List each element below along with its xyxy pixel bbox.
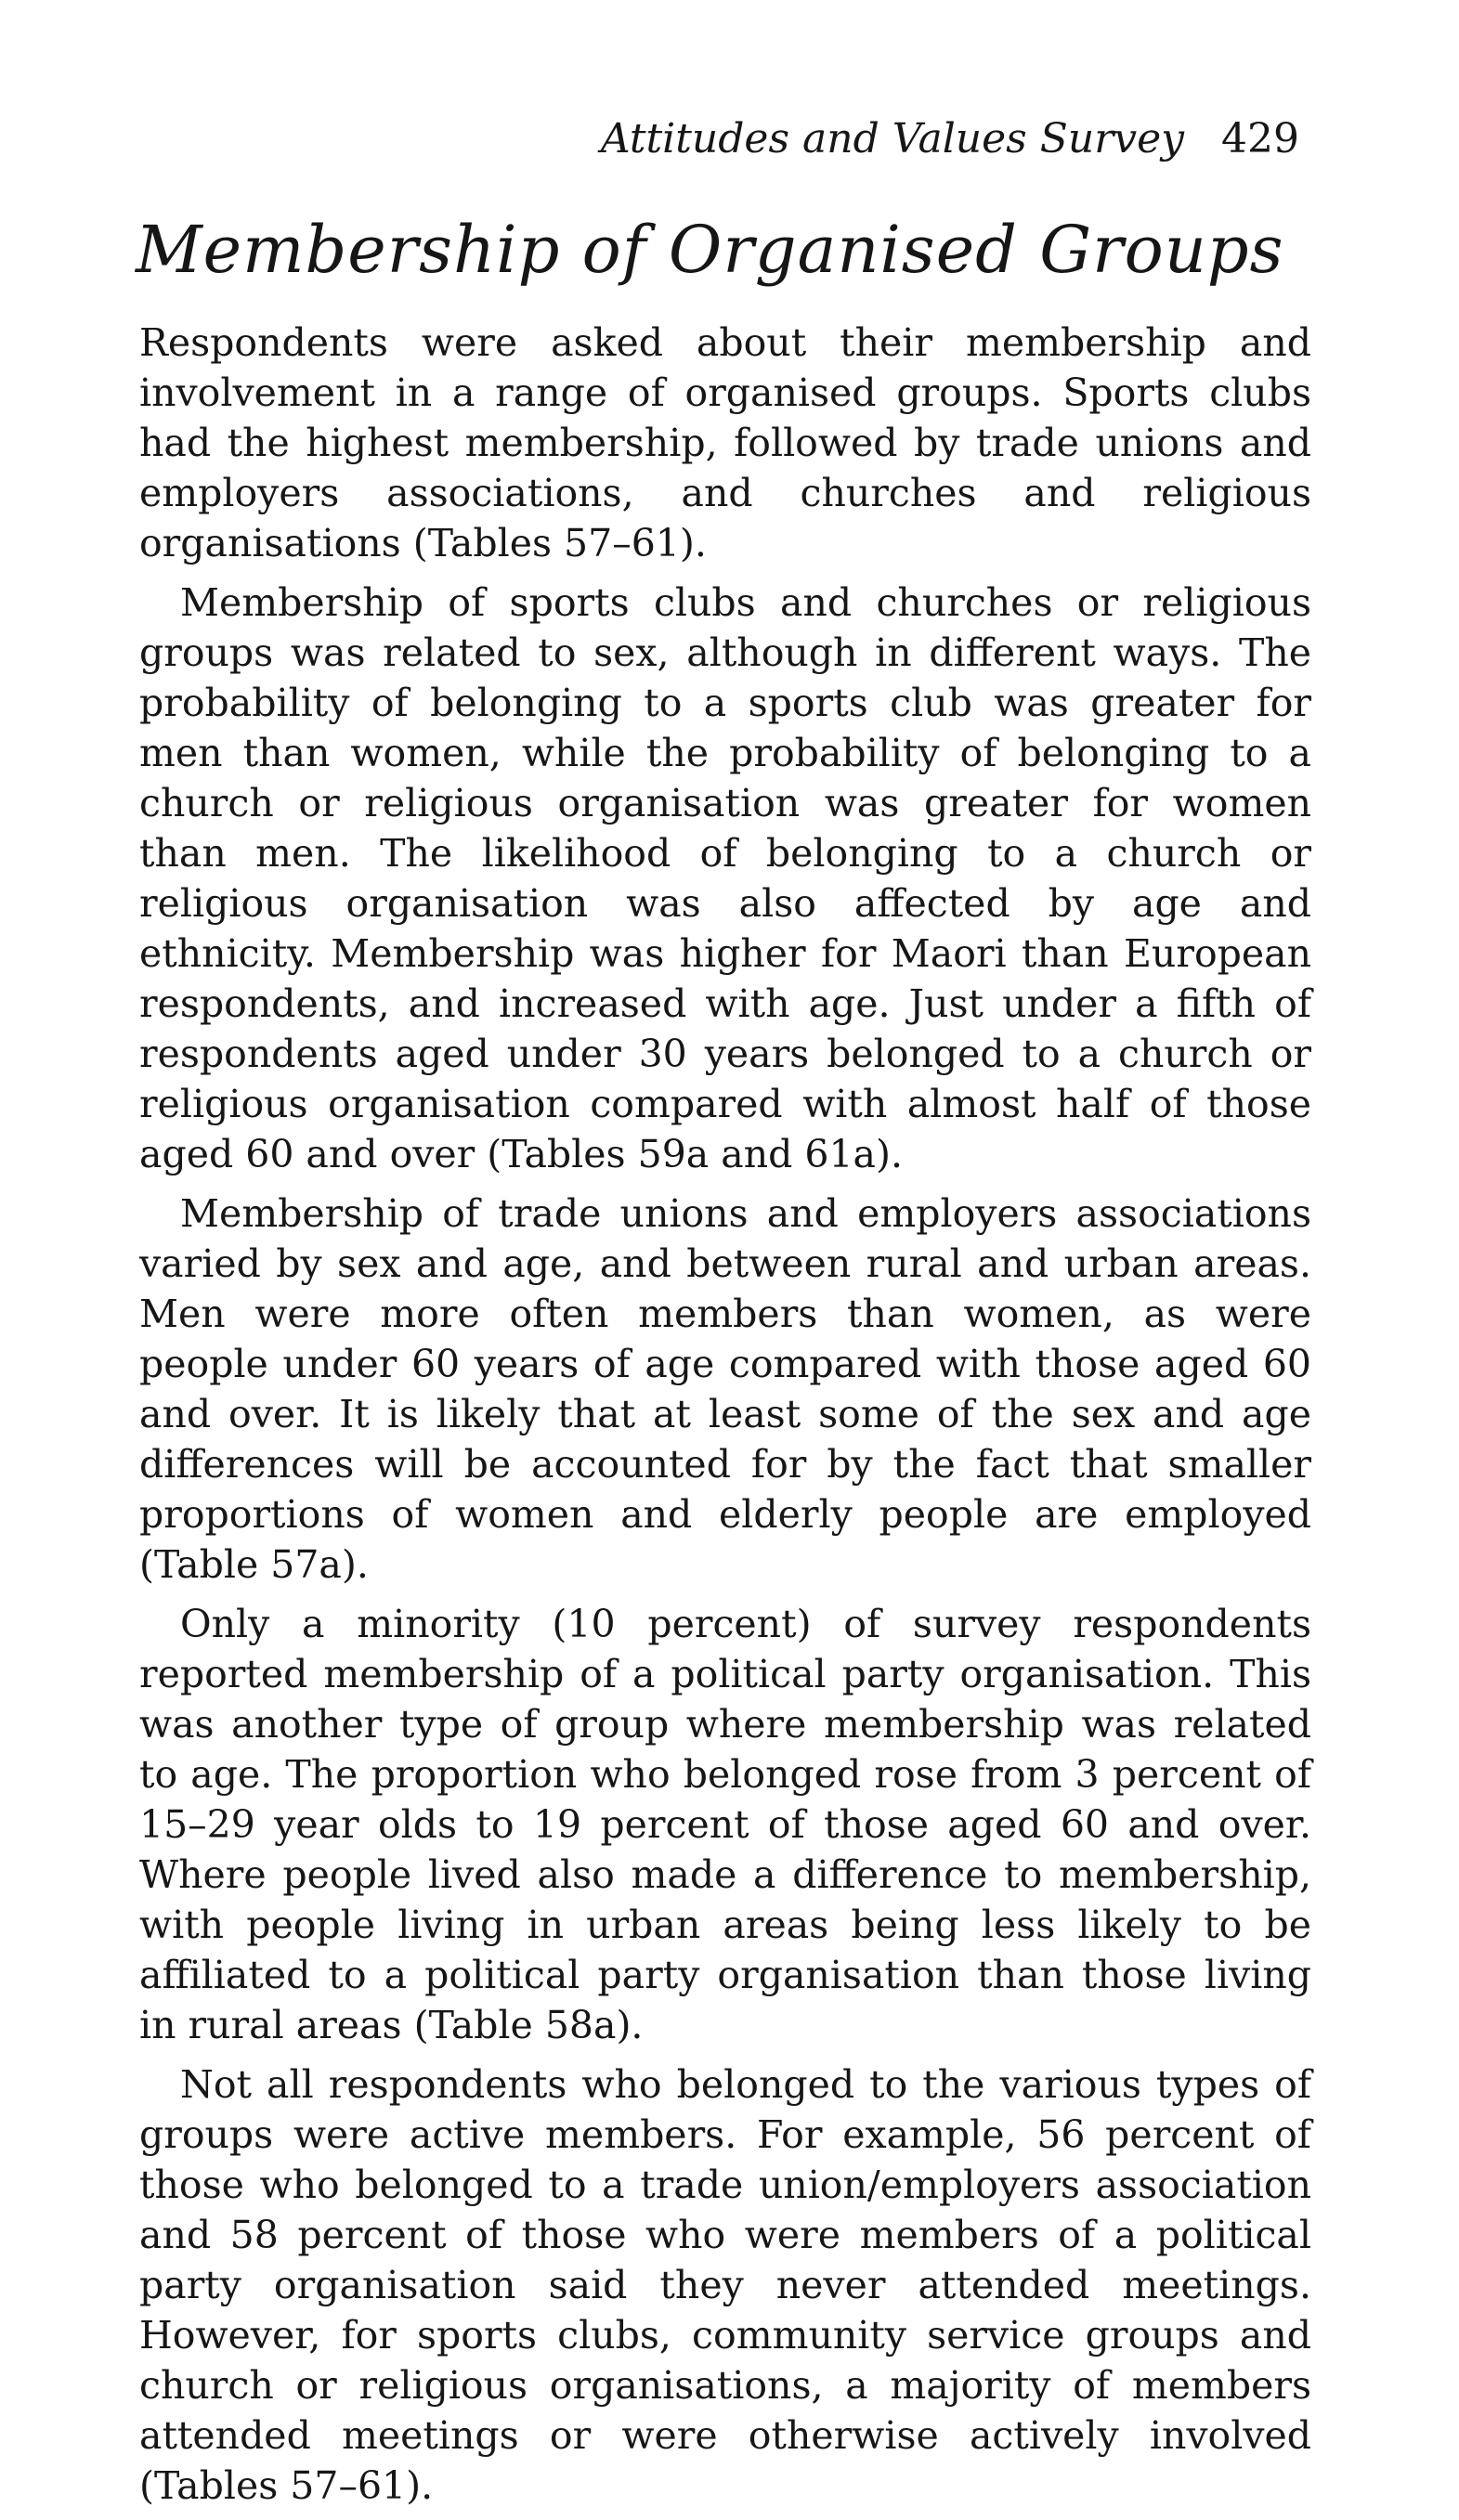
- section-title: Membership of Organised Groups: [136, 212, 1284, 288]
- body-text: [139, 318, 1311, 2520]
- paragraph-trade-unions: Membership of trade unions and employers associations varied by sex and age, and between rural and urban areas. Men were more often members than women, as were people under 60 years of age compared with those aged 60 and over. It is likely that at least some of the sex and age differences will be accounted for by the fact that smaller proportions of women and elderly people are employed (Table 57a).: [139, 1191, 1311, 1587]
- running-head-title: Attitudes and Values Survey: [600, 115, 1185, 162]
- paragraph-active-members: Not all respondents who belonged to the various types of groups were active members. For example, 56 percent of those who belonged to a trade union/employers association and 58 percent of those who were members of a political party organisation said they never attended meetings. However, for sports clubs, community service groups and church or religious organisations, a majority of members attended meetings or were otherwise actively involved (Tables 57–61).: [139, 2062, 1311, 2508]
- paragraph-sports-religious: Membership of sports clubs and churches or religious groups was related to sex, although in different ways. The probability of belonging to a sports club was greater for men than women, while the probability of belonging to a church or religious organisation was greater for women than men. The likelihood of belonging to a church or religious organisation was also affected by age and ethnicity. Membership was higher for Maori than European respondents, and increased with age. Just under a fifth of respondents aged under 30 years belonged to a church or religious organisation compared with almost half of those aged 60 and over (Tables 59a and 61a).: [139, 580, 1311, 1176]
- paragraph-political-party: Only a minority (10 percent) of survey respondents reported membership of a political party organisation. This was another type of group where membership was related to age. The proportion who belonged rose from 3 percent of 15–29 year olds to 19 percent of those aged 60 and over. Where people lived also made a difference to membership, with people living in urban areas being less likely to be affiliated to a political party organisation than those living in rural areas (Table 58a).: [139, 1602, 1311, 2047]
- paragraph-intro: Respondents were asked about their membership and involvement in a range of organised groups. Sports clubs had the highest membership, followed by trade unions and employers associations, and churches and religious organisations (Tables 57–61).: [139, 320, 1311, 565]
- running-head: [601, 113, 1299, 165]
- page-number: 429: [1221, 115, 1299, 162]
